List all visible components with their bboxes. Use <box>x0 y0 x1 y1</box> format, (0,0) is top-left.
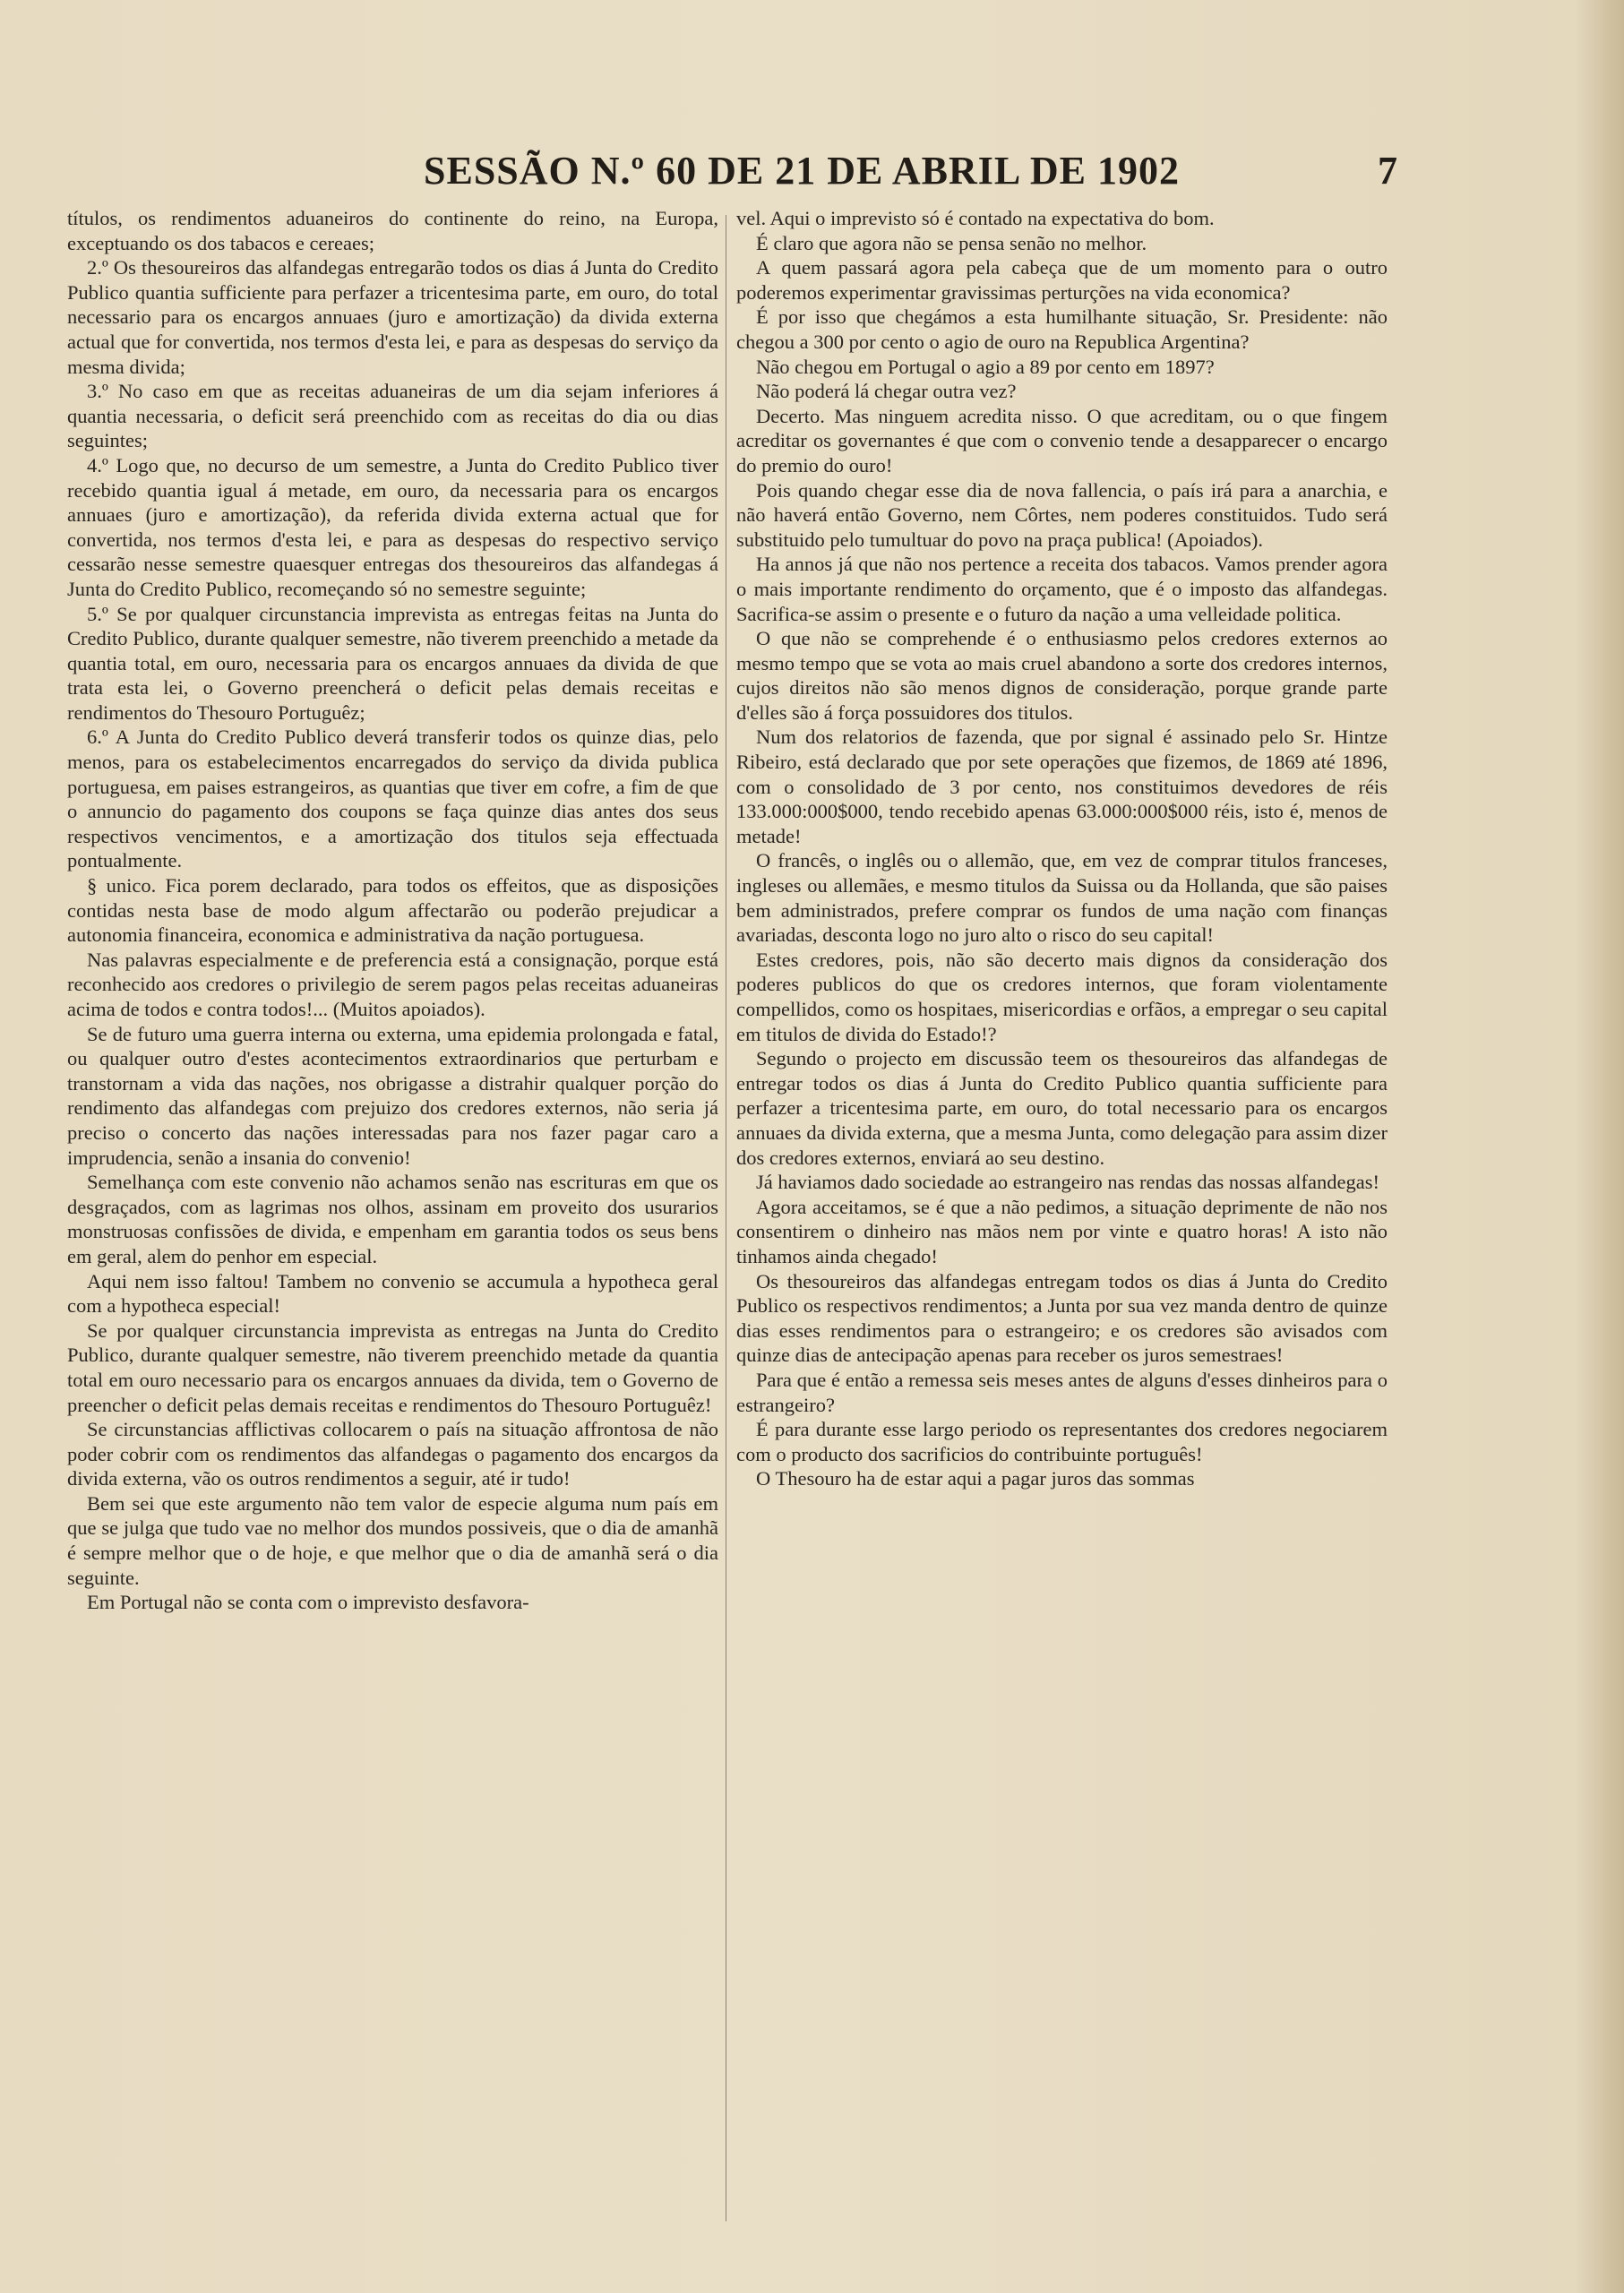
paragraph: Se por qualquer circunstancia imprevista as entregas na Junta do Credito Publico, durante qualquer semestre, não tiverem preenchido metade da quantia total em ouro necessario para os encargos annuaes da divida, tem o Governo de preencher o deficit pelas demais receitas e rendimentos do Thesouro Portuguêz! <box>67 1318 718 1416</box>
paragraph: Se circunstancias afflictivas collocarem o país na situação affrontosa de não poder cobrir com os rendimentos das alfandegas o pagamento dos encargos da divida externa, vão os outros rendimentos a seguir, até ir tudo! <box>67 1418 718 1490</box>
paragraph: Já haviamos dado sociedade ao estrangeiro nas rendas das nossas alfandegas! <box>756 1171 1380 1194</box>
paragraph: 4.º Logo que, no decurso de um semestre, a Junta do Credito Publico tiver recebido quantia igual á metade, em ouro, da necessaria para os encargos annuaes (juro e amortização), da referida divida externa actual que for convertida, nos termos d'esta lei, e para as despesas do respectivo serviço cessarão nesse semestre quaesquer entregas dos thesoureiros das alfandegas á Junta do Credito Publico, recomeçando só no semestre seguinte; <box>67 453 718 600</box>
paragraph: É para durante esse largo periodo os representantes dos credores negociarem com o producto dos sacrificios do contribuinte português! <box>736 1418 1388 1465</box>
paragraph: Se de futuro uma guerra interna ou externa, uma epidemia prolongada e fatal, ou qualquer outro d'estes acontecimentos extraordinarios que perturbam e transtornam a vida das nações, nos obrigasse a distrahir qualquer porção do rendimento das alfandegas com prejuizo dos credores externos, não seria já preciso o concerto das nações interessadas para nos fazer pagar caro a imprudencia, senão a insania do convenio! <box>67 1022 718 1169</box>
page-header <box>215 148 1397 202</box>
paragraph: Agora acceitamos, se é que a não pedimos, a situação deprimente de não nos consentirem o dinheiro nas mãos nem por vinte e quatro horas! A isto não tinhamos ainda chegado! <box>736 1195 1388 1267</box>
paragraph: O que não se comprehende é o enthusiasmo pelos credores externos ao mesmo tempo que se vota ao mais cruel abandono a sorte dos credores internos, cujos direitos não são menos dignos de consideração, porque grande parte d'elles são á força possuidores dos titulos. <box>736 627 1388 724</box>
paragraph: 2.º Os thesoureiros das alfandegas entregarão todos os dias á Junta do Credito Publico quantia sufficiente para perfazer a tricentesima parte, em ouro, do total necessario para os encargos annuaes (juro e amortização) da divida externa actual que for convertida, nos termos d'esta lei, e para as despesas do serviço da mesma divida; <box>67 256 718 378</box>
paragraph: Os thesoureiros das alfandegas entregam todos os dias á Junta do Credito Publico os respectivos rendimentos; a Junta por sua vez manda dentro de quinze dias esses rendimentos para o estrangeiro; e os credores são avisados com quinze dias de antecipação apenas para receber os juros semestraes! <box>736 1269 1388 1367</box>
paragraph: Nas palavras especialmente e de preferencia está a consignação, porque está reconhecido aos credores o privilegio de serem pagos pelas receitas aduaneiras acima de todos e contra todos!... (Muitos apoiados). <box>67 948 718 1020</box>
paragraph: Ha annos já que não nos pertence a receita dos tabacos. Vamos prender agora o mais importante rendimento do orçamento, que é o imposto das alfandegas. Sacrifica-se assim o presente e o futuro da nação a uma velleidade politica. <box>736 553 1388 625</box>
paragraph: 3.º No caso em que as receitas aduaneiras de um dia sejam inferiores á quantia necessaria, o deficit será preenchido com as receitas do dia ou dias seguintes; <box>67 380 718 452</box>
paragraph: Aqui nem isso faltou! Tambem no convenio se accumula a hypotheca geral com a hypotheca especial! <box>67 1269 718 1318</box>
paragraph: Decerto. Mas ninguem acredita nisso. O que acreditam, ou o que fingem acreditar os governantes é que com o convenio tende a desapparecer o encargo do premio do ouro! <box>736 404 1388 477</box>
paragraph: 5.º Se por qualquer circunstancia imprevista as entregas feitas na Junta do Credito Publico, durante qualquer semestre, não tiverem preenchido a metade da quantia total, em ouro, necessaria para os encargos annuaes da divida de que trata esta lei, o Governo preencherá o deficit pelas demais receitas e rendimentos do Thesouro Portuguêz; <box>67 602 718 724</box>
paragraph: Num dos relatorios de fazenda, que por signal é assinado pelo Sr. Hintze Ribeiro, está declarado que por sete operações que fizemos, de 1869 até 1896, com o consolidado de 3 por cento, nos constituimos devedores de réis 133.000:000$000, tendo recebido apenas 63.000:000$000 réis, isto é, menos de metade! <box>736 726 1388 847</box>
left-column <box>67 206 718 2235</box>
paragraph: Bem sei que este argumento não tem valor de especie alguma num país em que se julga que tudo vae no melhor dos mundos possiveis, que o dia de amanhã é sempre melhor que o de hoje, e que melhor que o dia de amanhã será o dia seguinte. <box>67 1491 718 1589</box>
paragraph: Semelhança com este convenio não achamos senão nas escrituras em que os desgraçados, com as lagrimas nos olhos, assinam em proveito dos usurarios monstruosas confissões de divida, e empenham em garantia todos os seus bens em geral, alem do penhor em especial. <box>67 1171 718 1267</box>
page-number: 7 <box>1378 149 1397 193</box>
session-title: SESSÃO N.º 60 DE 21 DE ABRIL DE 1902 <box>424 149 1180 193</box>
paragraph: Em Portugal não se conta com o imprevisto desfavora- <box>87 1591 529 1614</box>
paragraph: É claro que agora não se pensa senão no melhor. <box>756 231 1147 254</box>
paragraph: § unico. Fica porem declarado, para todos os effeitos, que as disposições contidas nesta base de modo algum affectarão ou poderão prejudicar a autonomia financeira, economica e administrativa da nação portuguesa. <box>67 874 718 947</box>
paragraph: A quem passará agora pela cabeça que de um momento para o outro poderemos experimentar gravissimas perturções na vida economica? <box>736 256 1388 304</box>
page-edge-shadow <box>1575 0 1624 2293</box>
paragraph: vel. Aqui o imprevisto só é contado na expectativa do bom. <box>736 207 1215 229</box>
paragraph: Não poderá lá chegar outra vez? <box>756 380 1017 403</box>
paragraph: Não chegou em Portugal o agio a 89 por cento em 1897? <box>756 355 1215 378</box>
paragraph: Segundo o projecto em discussão teem os thesoureiros das alfandegas de entregar todos os dias á Junta do Credito Publico quantia sufficiente para perfazer a tricentesima parte, em ouro, do total necessario para os encargos annuaes da divida externa, que a mesma Junta, como delegação para assim dizer dos credores externos, enviará ao seu destino. <box>736 1047 1388 1169</box>
paragraph: O Thesouro ha de estar aqui a pagar juros das sommas <box>756 1467 1195 1490</box>
paragraph: Pois quando chegar esse dia de nova fallencia, o país irá para a anarchia, e não haverá então Governo, nem Côrtes, nem poderes constituidos. Tudo será substituido pelo tumultuar do povo na praça publica! (Apoiados). <box>736 478 1388 551</box>
paragraph: títulos, os rendimentos aduaneiros do continente do reino, na Europa, exceptuando os dos tabacos e cereaes; <box>67 207 718 254</box>
paragraph: 6.º A Junta do Credito Publico deverá transferir todos os quinze dias, pelo menos, para os estabelecimentos encarregados do serviço da divida publica portuguesa, em paises estrangeiros, as quantias que tiver em cofre, a fim de que o annuncio do pagamento dos coupons se faça quinze dias antes dos seus respectivos vencimentos, e a amortização dos titulos seja effectuada pontualmente. <box>67 726 718 872</box>
paragraph: Para que é então a remessa seis meses antes de alguns d'esses dinheiros para o estrangeiro? <box>736 1368 1388 1416</box>
right-column <box>736 206 1388 2235</box>
paragraph: É por isso que chegámos a esta humilhante situação, Sr. Presidente: não chegou a 300 por cento o agio de ouro na Republica Argentina? <box>736 305 1388 353</box>
paragraph: Estes credores, pois, não são decerto mais dignos da consideração dos poderes publicos do que os credores internos, que foram violentamente compellidos, como os hospitaes, misericordias e orfãos, a empregar o seu capital em titulos de divida do Estado!? <box>736 948 1388 1045</box>
paragraph: O francês, o inglês ou o allemão, que, em vez de comprar titulos franceses, ingleses ou allemães, e mesmo titulos da Suissa ou da Hollanda, que são paises bem administrados, prefere comprar os fundos de uma nação com finanças avariadas, desconta logo no juro alto o risco do seu capital! <box>736 849 1388 947</box>
